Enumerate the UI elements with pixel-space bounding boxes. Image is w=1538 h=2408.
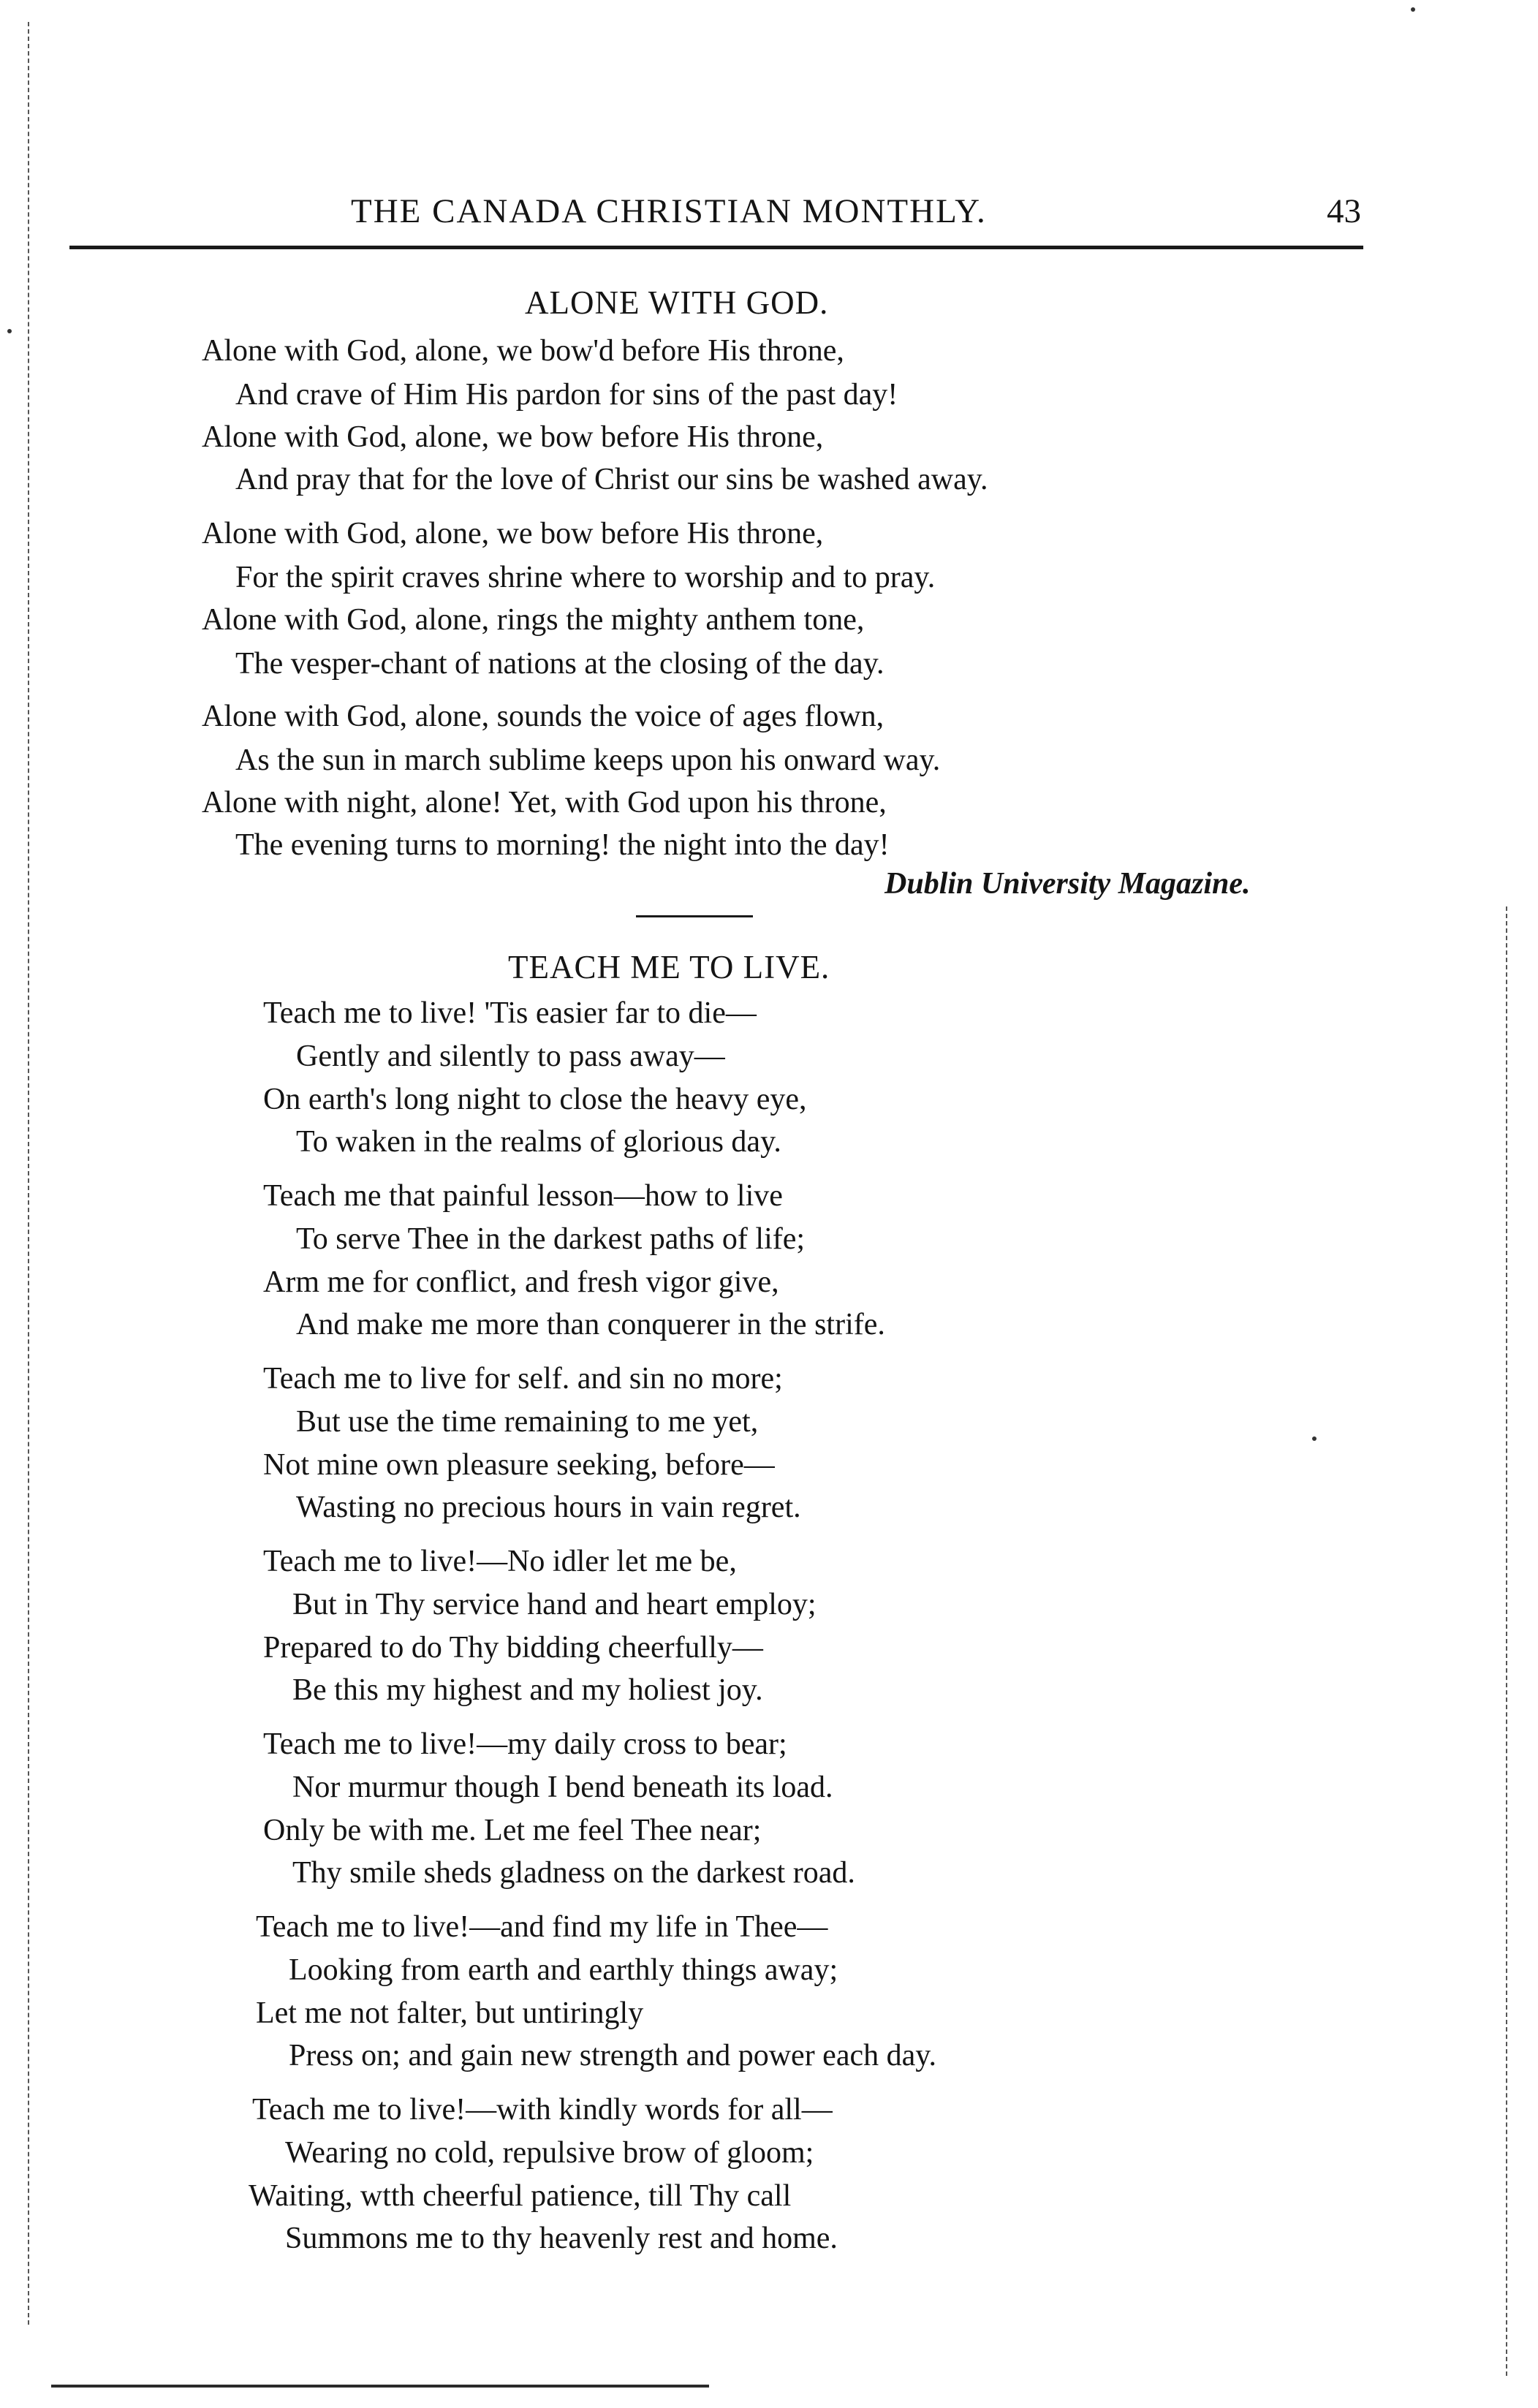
poem-line: Nor murmur though I bend beneath its load.: [292, 1771, 833, 1804]
poem-line: The vesper-chant of nations at the closing of the day.: [235, 647, 884, 681]
poem-line: For the spirit craves shrine where to worship and to pray.: [235, 561, 936, 594]
poem-line: Alone with God, alone, rings the mighty anthem tone,: [202, 603, 865, 637]
scan-speck: [7, 329, 12, 333]
poem-line: Teach me to live!—No idler let me be,: [263, 1545, 737, 1578]
poem-line: And pray that for the love of Christ our sins be washed away.: [235, 463, 988, 496]
poem-line: Teach me to live!—and find my life in Thee—: [256, 1910, 828, 1944]
poem-line: The evening turns to morning! the night into the day!: [235, 828, 890, 862]
poem-line: And make me more than conquerer in the strife.: [296, 1308, 885, 1341]
poem-line: Teach me to live! 'Tis easier far to die—: [263, 996, 757, 1030]
scan-edge-right: [1506, 906, 1507, 2376]
poem-line: Summons me to thy heavenly rest and home.: [285, 2222, 838, 2255]
poem-line: Wasting no precious hours in vain regret.: [296, 1491, 801, 1524]
section-divider: [636, 915, 753, 917]
poem-line: Arm me for conflict, and fresh vigor give,: [263, 1265, 779, 1299]
running-title: THE CANADA CHRISTIAN MONTHLY.: [351, 192, 987, 230]
poem-line: Only be with me. Let me feel Thee near;: [263, 1814, 762, 1847]
poem-line: And crave of Him His pardon for sins of the past day!: [235, 378, 898, 412]
scan-speck: [1312, 1436, 1317, 1441]
poem-line: As the sun in march sublime keeps upon his onward way.: [235, 743, 941, 777]
poem-line: Gently and silently to pass away—: [296, 1040, 725, 1073]
poem-line: To serve Thee in the darkest paths of life;: [296, 1222, 806, 1256]
scan-speck: [1411, 7, 1415, 12]
poem-title-alone-with-god: ALONE WITH GOD.: [525, 284, 829, 321]
poem-line: Press on; and gain new strength and power each day.: [289, 2039, 937, 2072]
poem-line: Alone with night, alone! Yet, with God upon his throne,: [202, 786, 887, 819]
poem-line: Let me not falter, but untiringly: [256, 1996, 644, 2030]
poem-line: Teach me to live for self. and sin no more;: [263, 1362, 783, 1396]
scan-edge-left: [28, 22, 29, 2325]
poem-line: Alone with God, alone, we bow before His throne,: [202, 420, 824, 454]
poem-line: But in Thy service hand and heart employ;: [292, 1588, 817, 1621]
poem-line: Alone with God, alone, we bow'd before His throne,: [202, 334, 844, 368]
header-rule: [69, 246, 1363, 249]
poem-line: On earth's long night to close the heavy eye,: [263, 1083, 807, 1116]
poem-line: Wearing no cold, repulsive brow of gloom;: [285, 2136, 814, 2170]
poem-line: Not mine own pleasure seeking, before—: [263, 1448, 775, 1482]
poem-line: Waiting, wtth cheerful patience, till Thy call: [249, 2179, 792, 2213]
poem-line: Teach me to live!—my daily cross to bear;: [263, 1727, 787, 1761]
poem-line: Alone with God, alone, we bow before His throne,: [202, 517, 824, 550]
page-number: 43: [1327, 192, 1361, 230]
attribution: Dublin University Magazine.: [884, 867, 1251, 901]
poem-line: To waken in the realms of glorious day.: [296, 1125, 781, 1159]
poem-line: Prepared to do Thy bidding cheerfully—: [263, 1631, 763, 1665]
footer-rule: [51, 2385, 709, 2388]
poem-line: Looking from earth and earthly things away;: [289, 1953, 838, 1987]
poem-line: But use the time remaining to me yet,: [296, 1405, 759, 1439]
poem-line: Teach me that painful lesson—how to live: [263, 1179, 783, 1213]
poem-line: Alone with God, alone, sounds the voice of ages flown,: [202, 700, 884, 733]
poem-line: Thy smile sheds gladness on the darkest road.: [292, 1856, 855, 1890]
poem-line: Teach me to live!—with kindly words for all—: [252, 2093, 833, 2127]
poem-title-teach-me-to-live: TEACH ME TO LIVE.: [508, 949, 830, 985]
poem-line: Be this my highest and my holiest joy.: [292, 1673, 763, 1707]
